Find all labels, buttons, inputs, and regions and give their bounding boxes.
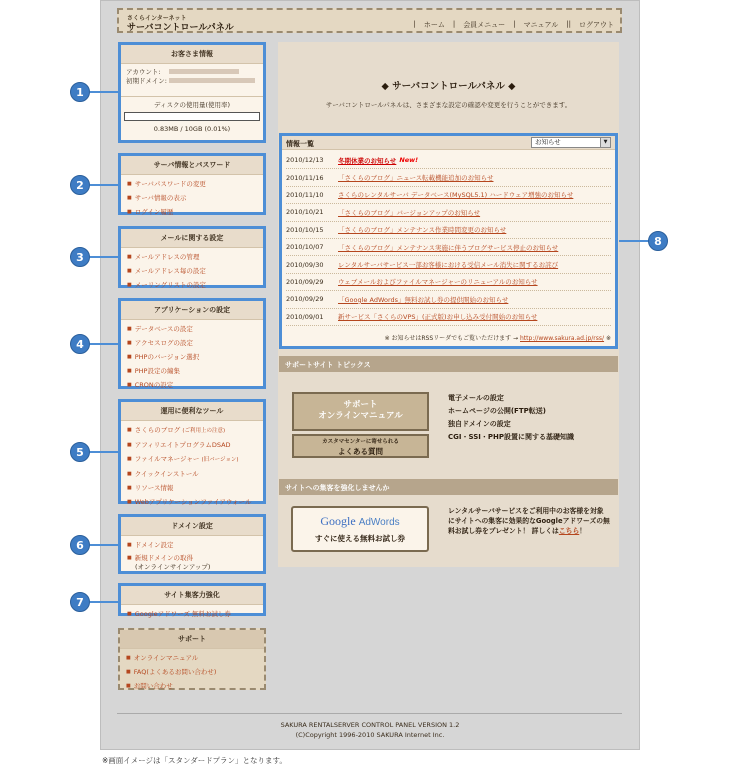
feature-item: 電子メールの設定: [448, 394, 504, 402]
info-date: 2010/10/15: [286, 225, 324, 234]
footer-divider: [117, 713, 622, 714]
google-adwords-caption: すぐに使える無料お試し券: [315, 534, 405, 543]
info-link[interactable]: 新サービス「さくらのVPS」(正式版)お申し込み受付開始のお知らせ: [338, 313, 538, 322]
rss-note: ※ お知らせはRSSリーダでもご覧いただけます → http://www.sakura.ad.jp/rss/ ※: [384, 335, 611, 342]
sidebar-item-file-manager[interactable]: ■ ファイルマネージャー (旧バージョン): [127, 452, 257, 467]
faq-button[interactable]: カスタマセンターに寄せられる よくある質問: [292, 434, 429, 458]
sidebar-item-mail-address[interactable]: ■ メールアドレスの管理: [127, 250, 257, 264]
tools-title: 運用に便利なツール: [121, 402, 263, 421]
support-box: [118, 628, 266, 690]
connector-8: [618, 240, 650, 242]
badge-8: 8: [648, 231, 668, 251]
header: [117, 8, 622, 33]
file-manager-old-link[interactable]: (旧バージョン): [201, 457, 239, 463]
rss-link[interactable]: http://www.sakura.ad.jp/rss/: [520, 335, 605, 342]
adwords-logo-text: AdWords: [358, 517, 400, 528]
info-link[interactable]: ウェブメールおよびファイルマネージャーのリニューアルのお知らせ: [338, 278, 538, 287]
sidebar-item-mailing-list[interactable]: ■ メーリングリストの設定: [127, 278, 257, 292]
sidebar-item-new-domain[interactable]: ■ 新規ドメインの取得 (オンラインサインアップ): [127, 552, 257, 574]
nav-manual[interactable]: マニュアル: [523, 21, 559, 29]
nav-home[interactable]: ホーム: [423, 21, 445, 29]
sidebar-item-database[interactable]: ■ データベースの設定: [127, 322, 257, 336]
info-row: [286, 169, 611, 186]
page-title: ◆ サーバコントロールパネル ◆: [381, 81, 516, 92]
domain-label: 初期ドメイン:: [126, 77, 167, 85]
sidebar-item-google-adwords[interactable]: ■ Googleアドワーズ 無料お試し券: [127, 607, 257, 621]
mail-settings-box: [118, 226, 266, 288]
mail-settings-title: メールに関する設定: [121, 229, 263, 248]
customer-info-title: お客さま情報: [121, 45, 263, 64]
sidebar-item-access-log[interactable]: ■ アクセスログの設定: [127, 336, 257, 350]
nav-member-menu[interactable]: 会員メニュー: [463, 21, 506, 29]
info-date: 2010/12/13: [286, 156, 324, 165]
info-link[interactable]: 「さくらのブログ」バージョンアップのお知らせ: [338, 208, 481, 217]
customer-info-box: [118, 42, 266, 143]
connector-1: [90, 91, 118, 93]
info-category-select[interactable]: お知らせ ▼: [531, 137, 611, 148]
online-manual-button[interactable]: サポート オンラインマニュアル: [292, 392, 429, 431]
badge-1: 1: [70, 82, 90, 102]
sidebar-item-login-history[interactable]: ■ ログイン履歴: [127, 205, 257, 219]
topics-title: サポートサイト トピックス: [279, 356, 618, 372]
sidebar-item-cron[interactable]: ■ CRONの設定: [127, 378, 257, 392]
info-row: [286, 152, 611, 169]
feature-item: ホームページの公開(FTP転送): [448, 407, 546, 415]
badge-7: 7: [70, 592, 90, 612]
feature-item: 独自ドメインの設定: [448, 420, 511, 428]
footer-copyright: (C)Copyright 1996-2010 SAKURA Internet Inc.: [295, 731, 445, 739]
seo-title: サイト集客力強化: [121, 586, 263, 605]
sidebar-item-waf[interactable]: ■ Webアプリケーションファイアウォール: [127, 495, 257, 509]
google-adwords-button[interactable]: [291, 506, 429, 552]
disk-usage-label: ディスクの使用量(使用率): [121, 96, 263, 109]
footer: [100, 720, 640, 740]
support-title: サポート: [120, 630, 264, 649]
account-value-redacted: [169, 69, 239, 74]
footer-version: SAKURA RENTALSERVER CONTROL PANEL VERSION 1.2: [280, 721, 460, 729]
new-badge: New!: [399, 156, 419, 165]
app-settings-box: [118, 298, 266, 389]
info-date: 2010/11/10: [286, 190, 324, 199]
info-date: 2010/09/30: [286, 260, 324, 269]
badge-2: 2: [70, 175, 90, 195]
badge-4: 4: [70, 334, 90, 354]
promo-link[interactable]: こちら: [558, 527, 580, 535]
connector-2: [90, 184, 118, 186]
nav-logout[interactable]: ログアウト: [579, 21, 614, 29]
seo-box: [118, 583, 266, 616]
info-list-title: 情報一覧: [286, 140, 314, 148]
info-list-box: [279, 133, 618, 349]
page-description: サーバコントロールパネルは、さまざまな設定の確認や変更を行うことができます。: [325, 101, 572, 109]
disk-usage-value: 0.83MB / 10GB (0.01%): [153, 125, 231, 133]
server-info-title: サーバ情報とパスワード: [121, 156, 263, 175]
domain-settings-title: ドメイン設定: [121, 517, 263, 536]
promo-title: サイトへの集客を強化しませんか: [279, 479, 618, 495]
server-info-box: [118, 153, 266, 215]
connector-6: [90, 544, 118, 546]
info-link[interactable]: 「さくらのブログ」メンテナンス作業時間変更のお知らせ: [338, 226, 507, 235]
connector-3: [90, 256, 118, 258]
disk-usage-bar: [124, 112, 260, 121]
promo-text: レンタルサーバサービスをご利用中のお客様を対象にサイトへの集客に効果的なGoogleアドワーズの無料お試し券をプレゼント！ 詳しくはこちら！: [448, 507, 610, 535]
sidebar-item-online-manual[interactable]: ■ オンラインマニュアル: [126, 651, 258, 665]
tools-box: [118, 399, 266, 504]
blog-note-link[interactable]: (ご利用上の注意): [182, 428, 226, 434]
info-row: [286, 187, 611, 204]
sidebar-item-php-version[interactable]: ■ PHPのバージョン選択: [127, 350, 257, 364]
info-row: [286, 204, 611, 221]
domain-settings-box: [118, 514, 266, 574]
connector-7: [90, 601, 118, 603]
info-row: [286, 291, 611, 308]
info-link[interactable]: レンタルサーバサービス一部お客様における受信メール消失に関するお詫び: [338, 261, 559, 270]
app-settings-title: アプリケーションの設定: [121, 301, 263, 320]
logo-subtitle: さくらインターネット: [127, 15, 187, 22]
connector-4: [90, 343, 118, 345]
info-rows: [282, 150, 615, 326]
sidebar-item-quick-install[interactable]: ■ クイックインストール: [127, 467, 257, 481]
sidebar-item-dsad[interactable]: ■ アフィリエイトプログラムDSAD: [127, 438, 257, 452]
info-link[interactable]: さくらのレンタルサーバ データベース(MySQL5.1) ハードウェア増強のお知らせ: [338, 191, 574, 200]
sidebar-item-domain-settings[interactable]: ■ ドメイン設定: [127, 538, 257, 552]
info-row: [286, 256, 611, 273]
badge-3: 3: [70, 247, 90, 267]
screen-note: ※画面イメージは「スタンダードプラン」となります。: [102, 756, 287, 765]
sidebar-item-php-config[interactable]: ■ PHP設定の編集: [127, 364, 257, 378]
sidebar-item-mail-address-settings[interactable]: ■ メールアドレス毎の設定: [127, 264, 257, 278]
info-date: 2010/09/29: [286, 295, 324, 304]
info-link[interactable]: 「Google AdWords」無料お試し券の提供開始のお知らせ: [338, 295, 509, 304]
info-row: [286, 239, 611, 256]
logo[interactable]: サーバコントロールパネル: [127, 23, 234, 33]
sidebar-item-server-password[interactable]: ■ サーバパスワードの変更: [127, 177, 257, 191]
sidebar-item-server-info[interactable]: ■ サーバ情報の表示: [127, 191, 257, 205]
info-date: 2010/11/16: [286, 173, 324, 182]
info-link[interactable]: 「さくらのブログ」メンテナンス実施に伴うブログサービス停止のお知らせ: [338, 243, 559, 252]
sidebar-item-blog[interactable]: ■ さくらのブログ (ご利用上の注意): [127, 423, 257, 438]
info-link[interactable]: 冬期休業のお知らせ: [338, 156, 397, 165]
feature-item: CGI・SSI・PHP設置に関する基礎知識: [448, 433, 574, 441]
info-date: 2010/10/07: [286, 243, 324, 252]
badge-6: 6: [70, 535, 90, 555]
info-row: [286, 222, 611, 239]
info-date: 2010/10/21: [286, 208, 324, 217]
sidebar-item-resource[interactable]: ■ リソース情報: [127, 481, 257, 495]
topics-feature-list: [448, 392, 608, 444]
info-link[interactable]: 「さくらのブログ」ニュース転載機能追加のお知らせ: [338, 174, 494, 183]
header-nav: | ホーム | 会員メニュー | マニュアル || ログアウト: [413, 20, 614, 29]
domain-value-redacted: [169, 78, 255, 83]
info-row: [286, 274, 611, 291]
chevron-down-icon[interactable]: ▼: [600, 138, 610, 147]
info-row: [286, 309, 611, 326]
info-list-header: [282, 136, 615, 150]
sidebar-item-faq[interactable]: ■ FAQ(よくあるお問い合わせ): [126, 665, 258, 679]
account-label: アカウント:: [126, 68, 161, 76]
info-date: 2010/09/01: [286, 312, 324, 321]
google-logo-text: Google: [320, 514, 356, 528]
badge-5: 5: [70, 442, 90, 462]
info-date: 2010/09/29: [286, 277, 324, 286]
sidebar-item-contact[interactable]: ■ お問い合わせ: [126, 679, 258, 693]
connector-5: [90, 451, 118, 453]
